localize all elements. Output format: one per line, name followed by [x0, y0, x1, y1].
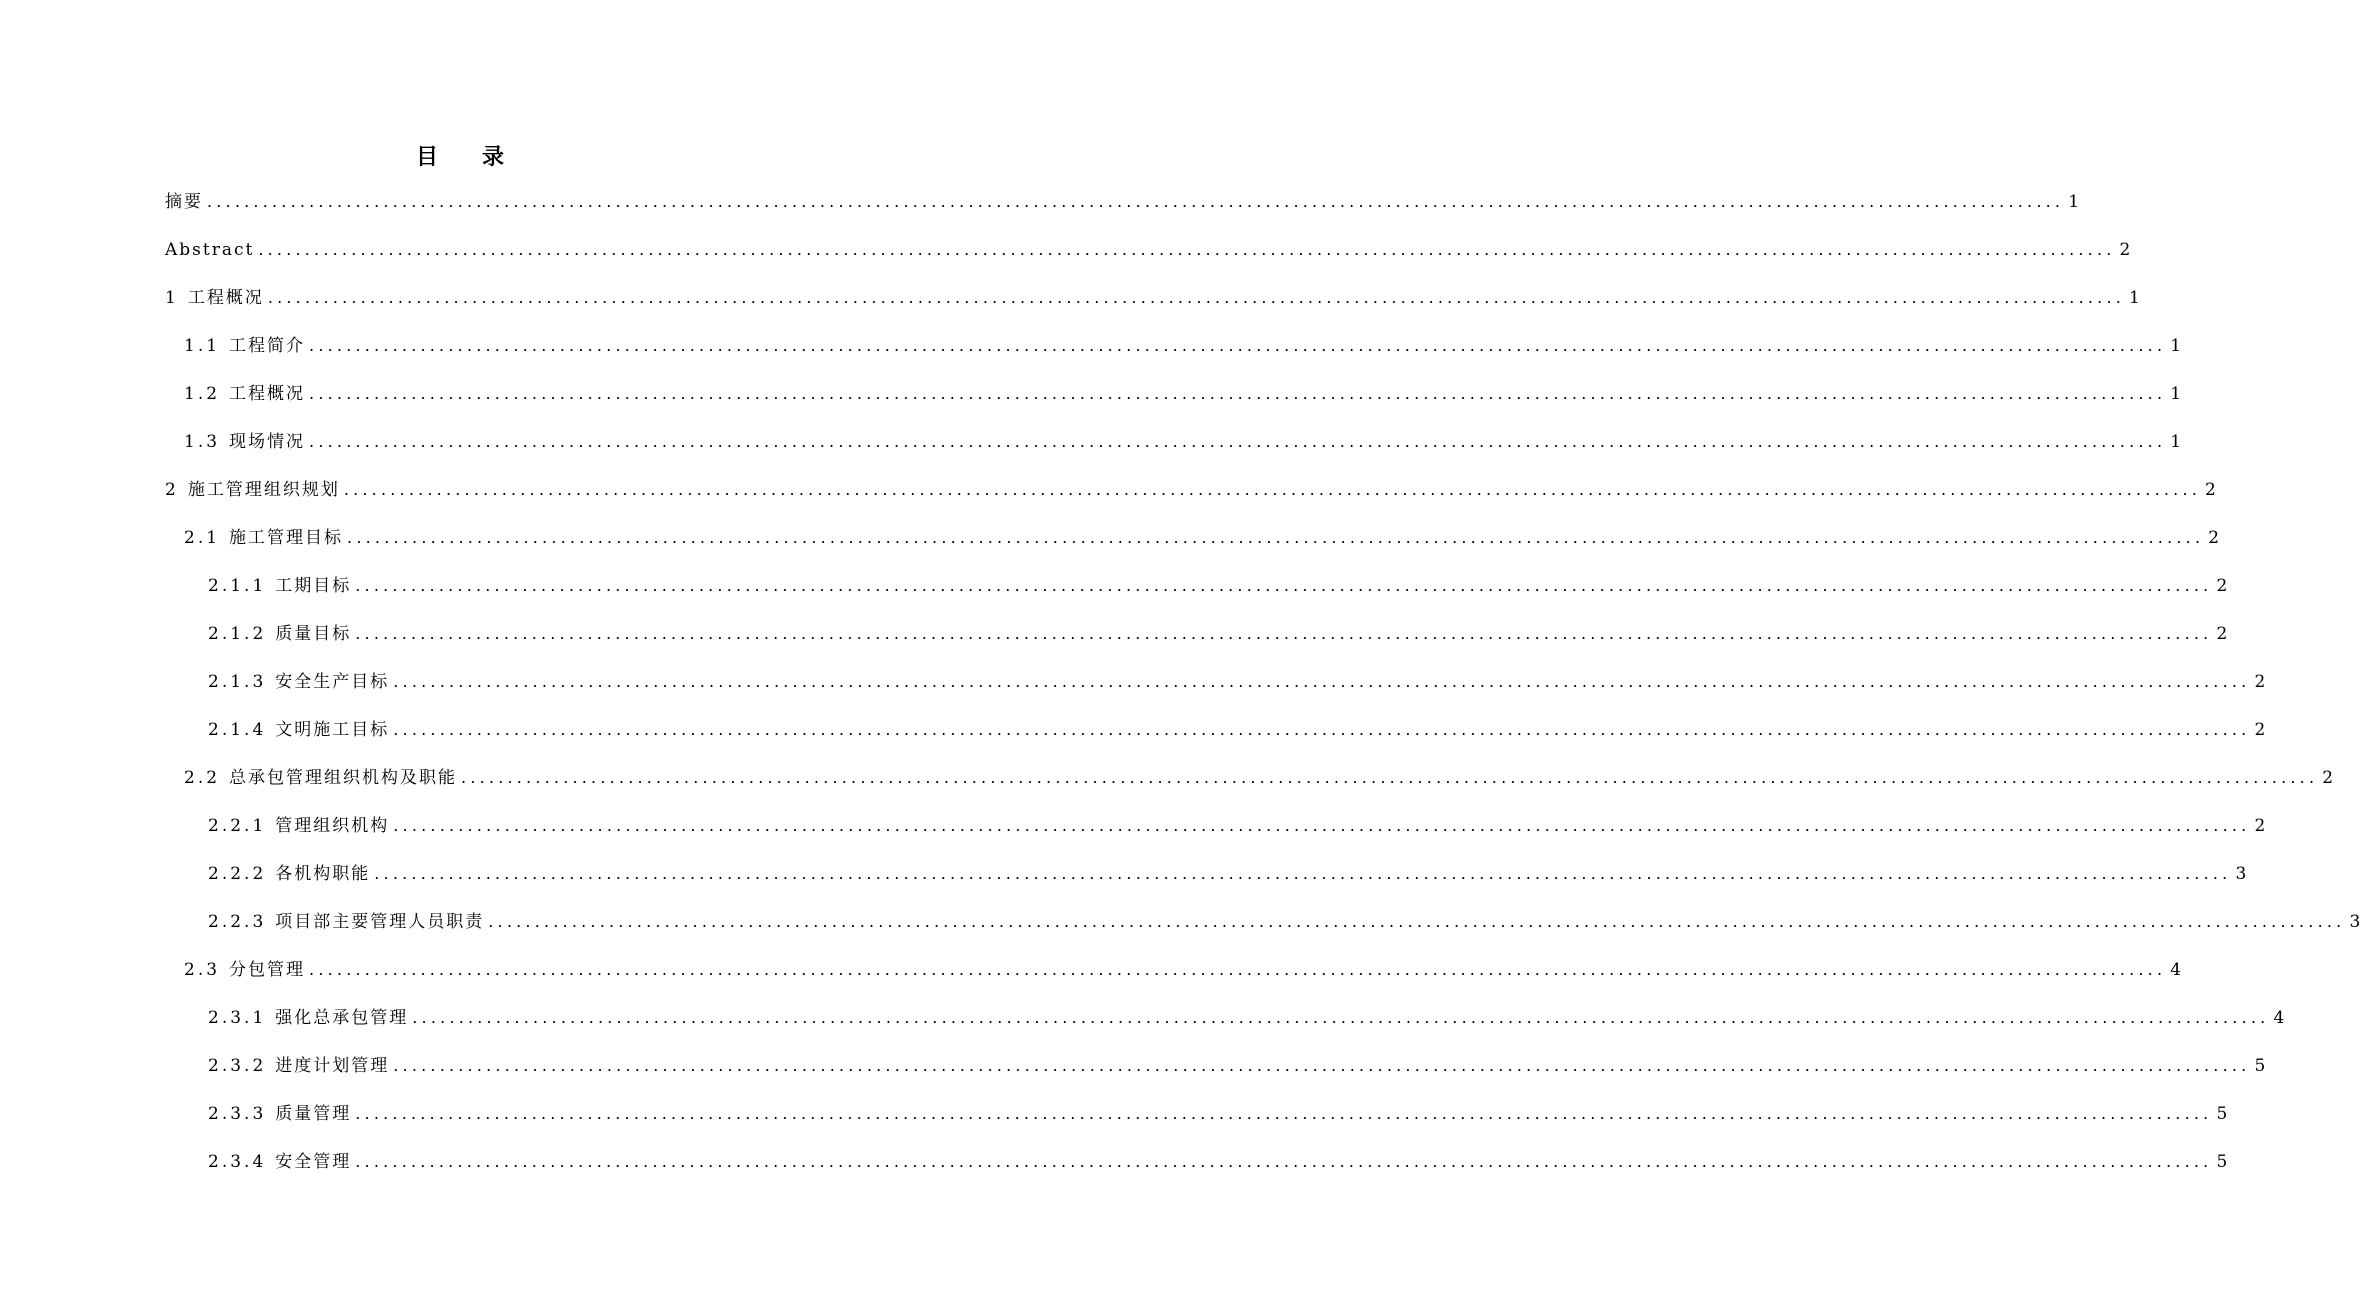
toc-page-number: 2	[2216, 624, 2228, 644]
toc-entry-number: 2.3.1	[208, 1008, 267, 1028]
toc-entry-number: 2.3	[184, 960, 221, 980]
toc-entry[interactable]	[208, 860, 2247, 888]
toc-entry-title: 工程概况	[229, 384, 306, 404]
toc-entry-number: 2.2.2	[208, 864, 267, 884]
toc-entry[interactable]	[184, 956, 2182, 984]
toc-entry-title: 摘要	[165, 192, 203, 212]
toc-entry[interactable]	[184, 332, 2182, 360]
toc-page-number: 3	[2349, 912, 2360, 932]
toc-entry-number: 2.2	[184, 768, 221, 788]
toc-leader-dots: ........................................................................................................................................................................................................	[309, 432, 2167, 451]
toc-entry-number: 1.2	[184, 384, 221, 404]
toc-entry-title: 质量目标	[275, 624, 352, 644]
toc-leader-dots: ........................................................................................................................................................................................................	[309, 960, 2167, 979]
toc-entry-title: 施工管理目标	[229, 528, 344, 548]
toc-entry[interactable]	[165, 284, 2140, 312]
toc-leader-dots: ........................................................................................................................................................................................................	[355, 1104, 2213, 1123]
toc-leader-dots: ........................................................................................................................................................................................................	[258, 240, 2116, 259]
toc-leader-dots: ........................................................................................................................................................................................................	[393, 672, 2251, 691]
toc-entry-number: 2.1.1	[208, 576, 267, 596]
toc-page-number: 4	[2170, 960, 2182, 980]
toc-entry-title: 各机构职能	[275, 864, 371, 884]
toc-page-number: 1	[2170, 336, 2182, 356]
toc-entry-title: 安全生产目标	[275, 672, 390, 692]
toc-entry-number: 2.3.2	[208, 1056, 267, 1076]
toc-page-number: 5	[2216, 1152, 2228, 1172]
toc-entry-title: 强化总承包管理	[275, 1008, 409, 1028]
toc-entry-title: Abstract	[165, 240, 255, 260]
toc-page-number: 5	[2254, 1056, 2266, 1076]
toc-page-number: 2	[2254, 672, 2266, 692]
toc-leader-dots: ........................................................................................................................................................................................................	[207, 192, 2065, 211]
toc-entry[interactable]	[165, 188, 2080, 216]
toc-leader-dots: ........................................................................................................................................................................................................	[355, 1152, 2213, 1171]
toc-page-number: 4	[2273, 1008, 2285, 1028]
toc-entry-number: 1	[165, 288, 179, 308]
toc-entry-title: 现场情况	[229, 432, 306, 452]
toc-entry-title: 文明施工目标	[275, 720, 390, 740]
toc-page-number: 1	[2170, 384, 2182, 404]
toc-leader-dots: ........................................................................................................................................................................................................	[393, 1056, 2251, 1075]
toc-entry[interactable]	[165, 236, 2131, 264]
toc-entry-number: 2.2.1	[208, 816, 267, 836]
toc-page-number: 2	[2119, 240, 2131, 260]
toc-entry[interactable]	[208, 620, 2228, 648]
toc-leader-dots: ........................................................................................................................................................................................................	[355, 576, 2213, 595]
toc-leader-dots: ........................................................................................................................................................................................................	[309, 384, 2167, 403]
toc-entry[interactable]	[184, 380, 2182, 408]
toc-entry[interactable]	[208, 1148, 2228, 1176]
toc-entry-title: 安全管理	[275, 1152, 352, 1172]
toc-entry-title: 分包管理	[229, 960, 306, 980]
toc-entry-title: 工程简介	[229, 336, 306, 356]
toc-entry[interactable]	[208, 812, 2266, 840]
toc-entry-title: 工程概况	[187, 288, 264, 308]
toc-entry[interactable]	[208, 716, 2266, 744]
toc-entry[interactable]	[208, 908, 2360, 936]
toc-page-number: 1	[2129, 288, 2140, 308]
toc-entry-number: 2.1.4	[208, 720, 267, 740]
toc-leader-dots: ........................................................................................................................................................................................................	[412, 1008, 2270, 1027]
toc-leader-dots: ........................................................................................................................................................................................................	[267, 288, 2126, 307]
toc-entry-number: 2.2.3	[208, 912, 267, 932]
toc-page-number: 2	[2205, 480, 2216, 500]
toc-entry-title: 质量管理	[275, 1104, 352, 1124]
toc-entry-title: 总承包管理组织机构及职能	[229, 768, 458, 788]
toc-entry[interactable]	[184, 764, 2334, 792]
toc-page-number: 3	[2235, 864, 2247, 884]
toc-entry[interactable]	[208, 1052, 2266, 1080]
toc-entry[interactable]	[184, 524, 2220, 552]
toc-leader-dots: ........................................................................................................................................................................................................	[488, 912, 2346, 931]
title-char-1: 目	[415, 144, 438, 170]
toc-entry-title: 管理组织机构	[275, 816, 390, 836]
toc-page-number: 1	[2170, 432, 2182, 452]
toc-entry[interactable]	[165, 476, 2216, 504]
toc-page-number: 5	[2216, 1104, 2228, 1124]
toc-entry-title: 项目部主要管理人员职责	[275, 912, 485, 932]
toc-entry[interactable]	[184, 428, 2182, 456]
page-title	[0, 140, 920, 171]
toc-entry[interactable]	[208, 572, 2228, 600]
toc-leader-dots: ........................................................................................................................................................................................................	[309, 336, 2167, 355]
toc-entry-number: 2.1.3	[208, 672, 267, 692]
toc-entry-title: 工期目标	[275, 576, 352, 596]
toc-entry-number: 2.1.2	[208, 624, 267, 644]
toc-leader-dots: ........................................................................................................................................................................................................	[343, 480, 2202, 499]
toc-leader-dots: ........................................................................................................................................................................................................	[355, 624, 2213, 643]
toc-entry-number: 2.3.3	[208, 1104, 267, 1124]
toc-entry[interactable]	[208, 1100, 2228, 1128]
toc-leader-dots: ........................................................................................................................................................................................................	[393, 816, 2251, 835]
toc-leader-dots: ........................................................................................................................................................................................................	[393, 720, 2251, 739]
toc-entry[interactable]	[208, 1004, 2285, 1032]
toc-leader-dots: ........................................................................................................................................................................................................	[347, 528, 2205, 547]
toc-entry-number: 2.3.4	[208, 1152, 267, 1172]
toc-page-number: 2	[2254, 720, 2266, 740]
toc-entry-title: 施工管理组织规划	[187, 480, 340, 500]
toc-entry-number: 1.3	[184, 432, 221, 452]
toc-entry-number: 2.1	[184, 528, 221, 548]
toc-page-number: 2	[2254, 816, 2266, 836]
toc-page-number: 2	[2208, 528, 2220, 548]
toc-entry-number: 2	[165, 480, 179, 500]
title-char-2: 录	[482, 144, 505, 170]
toc-page-number: 2	[2322, 768, 2334, 788]
toc-page-number: 2	[2216, 576, 2228, 596]
toc-entry-number: 1.1	[184, 336, 221, 356]
toc-leader-dots: ........................................................................................................................................................................................................	[461, 768, 2319, 787]
toc-entry[interactable]	[208, 668, 2266, 696]
toc-page-number: 1	[2068, 192, 2080, 212]
toc-leader-dots: ........................................................................................................................................................................................................	[374, 864, 2232, 883]
toc-entry-title: 进度计划管理	[275, 1056, 390, 1076]
